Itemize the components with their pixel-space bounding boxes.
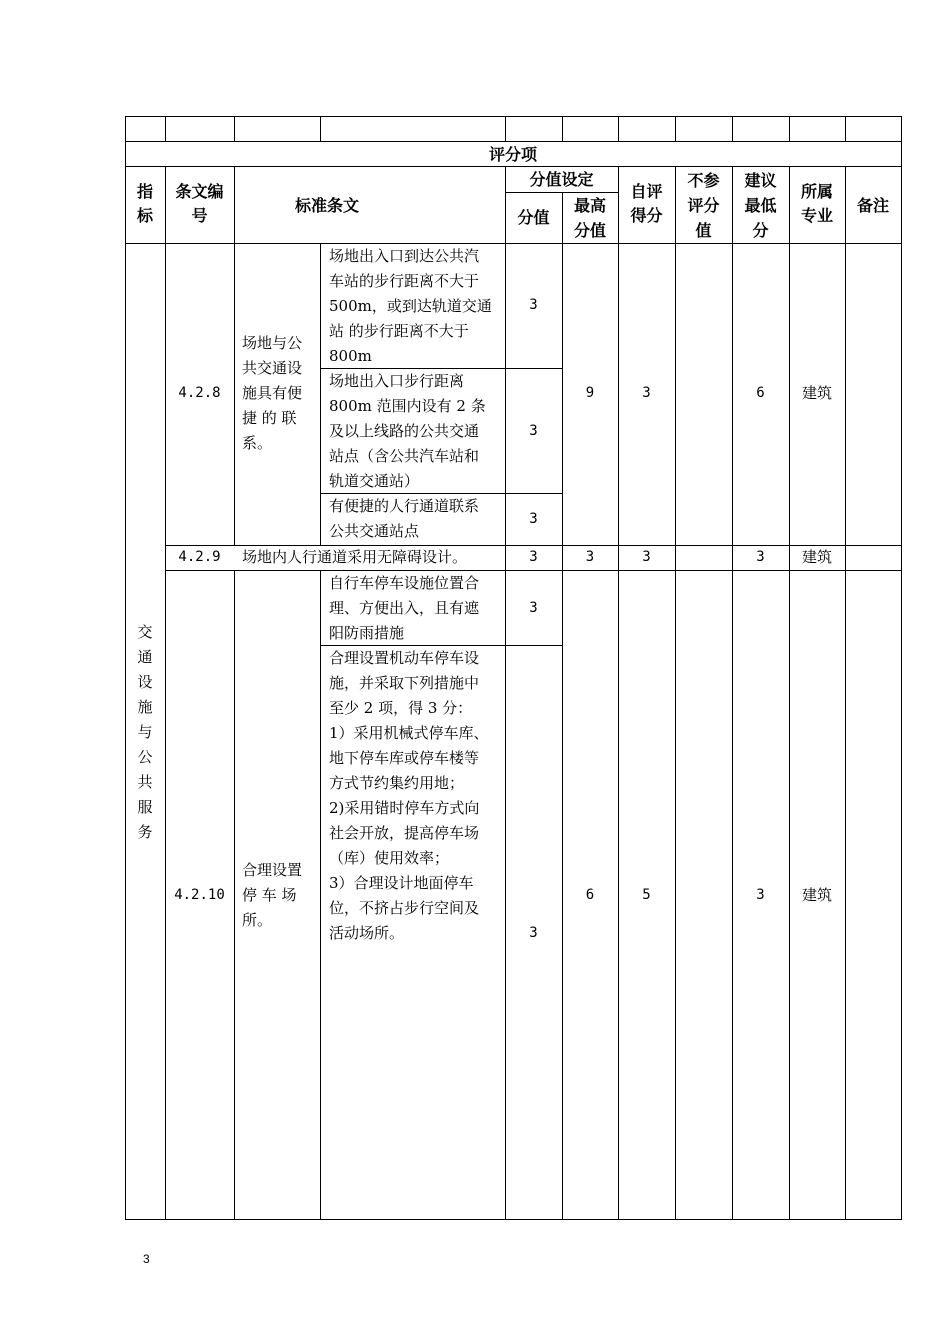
item-score: 3 [529,925,538,941]
section-title: 评分项 [488,145,537,164]
discipline: 建筑 [801,548,832,566]
header-standard: 标准条文 [294,196,359,215]
clause-number: 4.2.10 [174,887,225,903]
clause-item-text: 场地内人行通道采用无障碍设计。 [242,548,468,566]
item-score: 3 [529,511,538,527]
min-suggest: 3 [756,887,765,903]
self-score: 3 [642,549,651,565]
max-score: 3 [585,549,595,565]
indicator-cell: 交 通 设 施 与 公 共 服 务 [137,623,153,841]
clause-item-text: 场地出入口步行距离 800m 范围内设有 2 条 及以上线路的公共交通 站点（含公共汽车站和 轨道交通站） [329,372,486,490]
clause-title: 场地与公 共交通设 施具有便 捷 的 联 系。 [242,334,303,452]
self-score: 3 [642,385,651,401]
clause-item-text: 自行车停车设施位置合 理、方便出入，且有遮 阳防雨措施 [329,574,480,642]
min-suggest: 6 [756,385,765,401]
discipline: 建筑 [801,886,832,904]
item-score: 3 [529,297,538,313]
clause-item-text: 有便捷的人行通道联系 公共交通站点 [329,497,480,540]
clause-item-text: 合理设置机动车停车设 施，并采取下列措施中 至少 2 项，得 3 分： 1）采用机械式停车库、 地下停车库或停车楼等 方式节约集约用地； 2)采用错时停车方式向 社会开放，提高停车场 （库）使用效率； 3）合理设计地面停车 位，不挤占步行空间及 活动场所。 [329,649,489,942]
max-score: 6 [585,887,595,903]
item-score: 3 [529,600,538,616]
header-clause-no: 条文编 号 [175,182,224,225]
header-discipline: 所属 专业 [800,182,833,225]
item-score: 3 [529,423,538,439]
header-indicator: 指 标 [136,182,153,225]
min-suggest: 3 [756,549,765,565]
header-score-setting: 分值设定 [529,170,594,189]
header-min-suggest: 建议 最低 分 [744,171,777,240]
item-score: 3 [529,549,538,565]
max-score: 9 [585,385,595,401]
page-number: 3 [143,1252,150,1266]
self-score: 5 [642,887,651,903]
header-max-score: 最高 分值 [573,196,606,240]
clause-number: 4.2.8 [178,385,221,401]
header-remark: 备注 [856,196,889,215]
clause-item-text: 场地出入口到达公共汽 车站的步行距离不大于 500m，或到达轨道交通 站 的步行距离不大于 800m [329,247,492,365]
clause-number: 4.2.9 [178,549,221,565]
header-not-scored: 不参 评分 值 [687,171,720,240]
header-score: 分值 [517,208,550,227]
discipline: 建筑 [801,384,832,402]
clause-title: 合理设置 停 车 场 所。 [242,861,303,929]
header-self-score: 自评 得分 [630,182,663,225]
